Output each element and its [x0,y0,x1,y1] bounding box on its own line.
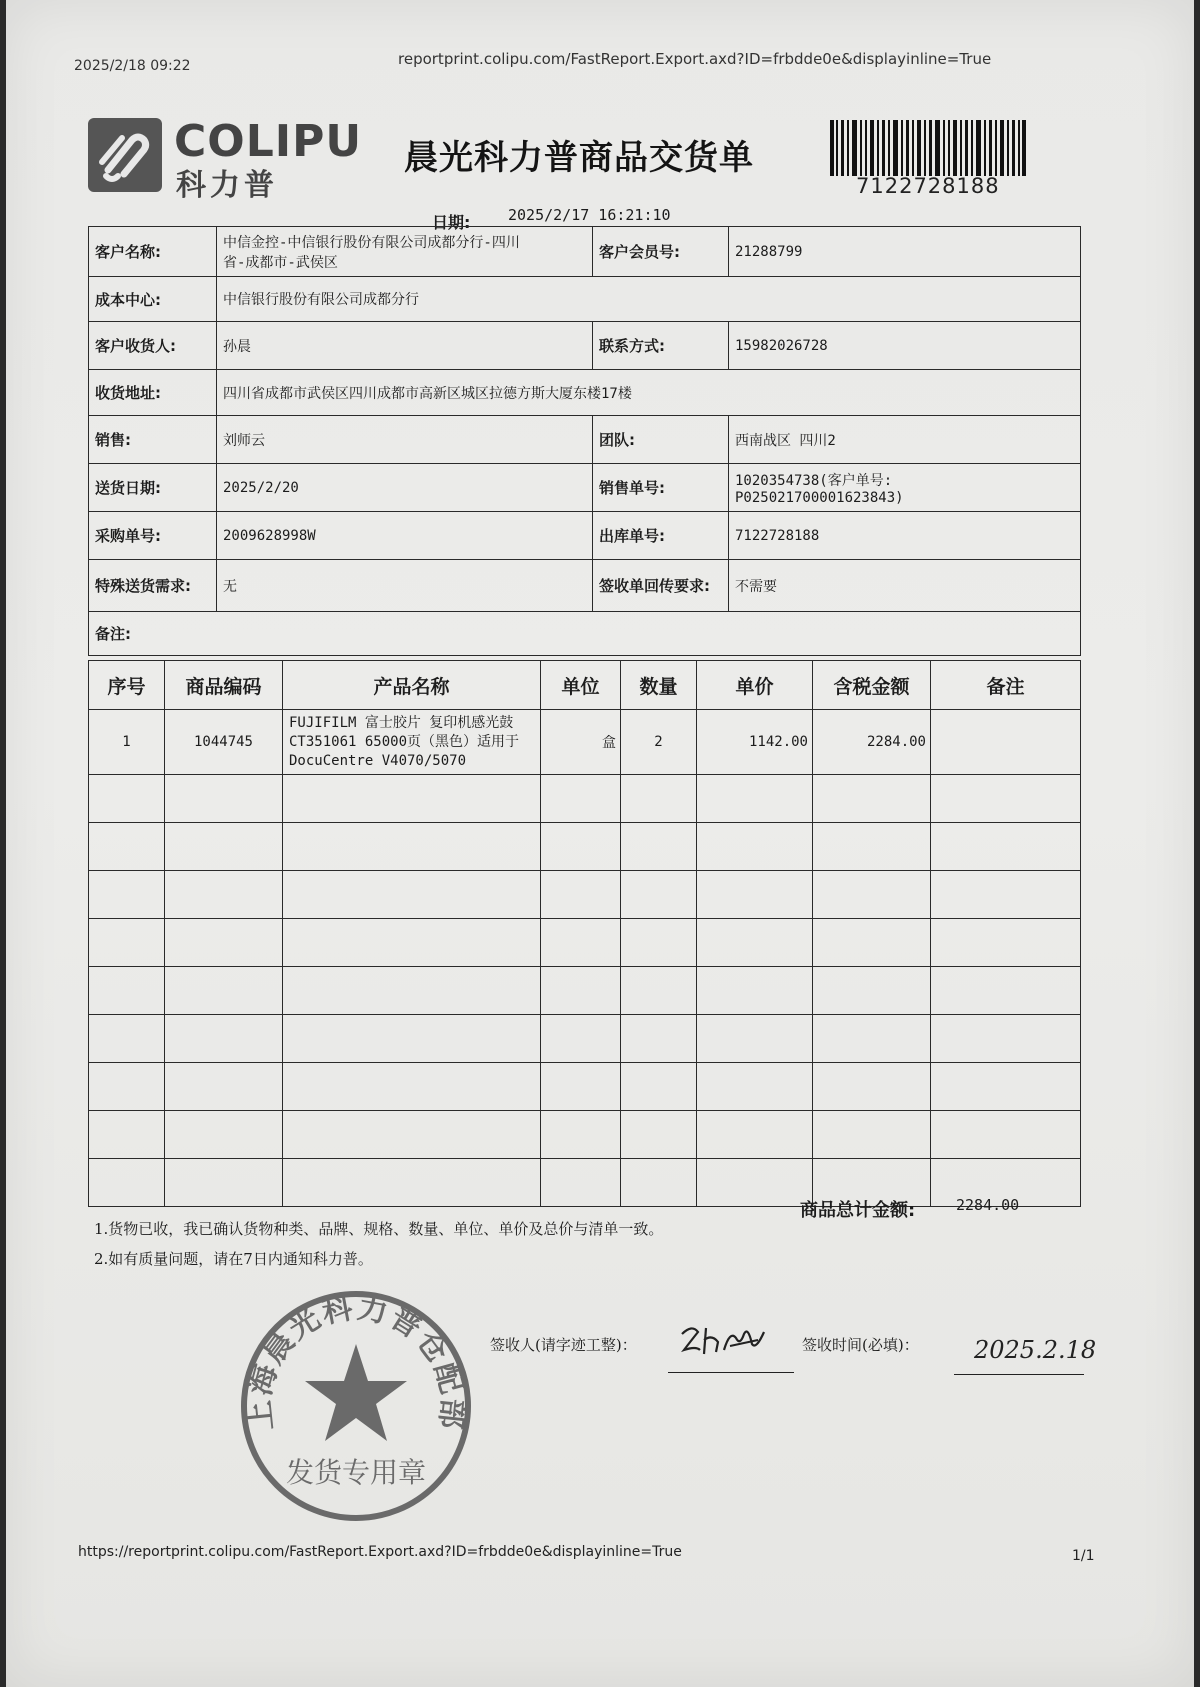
po-label: 采购单号: [89,512,217,560]
receipt-req-value: 不需要 [729,560,1081,612]
col-header-qty: 数量 [621,661,697,710]
item-qty: 2 [621,710,697,775]
table-row [89,710,1081,775]
sign-time-value: 2025.2.18 [974,1336,1097,1364]
member-no-label: 客户会员号: [593,227,729,277]
sales-order-line-1: 1020354738(客户单号: [735,472,893,489]
note-2: 2.如有质量问题，请在7日内通知科力普。 [94,1250,373,1268]
outbound-label: 出库单号: [593,512,729,560]
print-url: reportprint.colipu.com/FastReport.Export.axd?ID=frbdde0e&displayinline=True [398,50,992,68]
contact-label: 联系方式: [593,322,729,370]
signature-image [678,1320,768,1364]
receipt-req-label: 签收单回传要求: [593,560,729,612]
col-header-name: 产品名称 [283,661,541,710]
team-label: 团队: [593,416,729,464]
member-no-value: 21288799 [729,227,1081,277]
note-1: 1.货物已收，我已确认货物种类、品牌、规格、数量、单位、单价及总价与清单一致。 [94,1220,664,1238]
item-amount: 2284.00 [813,710,931,775]
logo-cn-text: 科力普 [176,168,278,203]
item-remark [931,710,1081,775]
empty-row [89,1111,1081,1159]
cost-center-label: 成本中心: [89,277,217,322]
address-value: 四川省成都市武侯区四川成都市高新区城区拉德方斯大厦东楼17楼 [217,370,1081,416]
print-timestamp: 2025/2/18 09:22 [74,58,191,74]
logo-mark-icon [88,118,162,192]
delivery-date-value: 2025/2/20 [217,464,593,512]
delivery-date-label: 送货日期: [89,464,217,512]
outbound-value: 7122728188 [729,512,1081,560]
item-name-line-3: DocuCentre V4070/5070 [289,752,467,769]
item-price: 1142.00 [697,710,813,775]
po-value: 2009628998W [217,512,593,560]
empty-row [89,1063,1081,1111]
item-name-line-1: FUJIFILM 富士胶片 复印机感光鼓 [289,714,514,731]
item-seq: 1 [89,710,165,775]
sales-label: 销售: [89,416,217,464]
item-name [283,710,541,775]
sign-time-label: 签收时间(必填)： [802,1336,919,1354]
date-label: 日期: [432,213,471,232]
barcode-icon [830,120,1026,176]
items-table [88,660,1081,1207]
order-info-table [88,226,1081,656]
seal-text-bottom: 发货专用章 [285,1456,427,1489]
cost-center-value: 中信银行股份有限公司成都分行 [217,277,1081,322]
colipu-logo [88,116,363,203]
col-header-seq: 序号 [89,661,165,710]
special-req-value: 无 [217,560,593,612]
star-icon [305,1344,407,1441]
empty-row [89,775,1081,823]
address-label: 收货地址: [89,370,217,416]
date-value: 2025/2/17 16:21:10 [508,206,671,224]
team-value: 西南战区 四川2 [729,416,1081,464]
footer-url: https://reportprint.colipu.com/FastReport.Export.axd?ID=frbdde0e&displayinline=True [78,1544,682,1560]
customer-name-line-1: 中信金控-中信银行股份有限公司成都分行-四川 [223,234,520,251]
signer-label: 签收人(请字迹工整)： [490,1336,637,1354]
empty-row [89,1015,1081,1063]
col-header-remark: 备注 [931,661,1081,710]
sales-order-line-2: P025021700001623843) [735,489,904,506]
col-header-price: 单价 [697,661,813,710]
receiver-label: 客户收货人: [89,322,217,370]
document-title: 晨光科力普商品交货单 [404,138,754,178]
logo-text: COLIPU [174,116,363,167]
page-number: 1/1 [1072,1548,1095,1564]
customer-name-value [217,227,593,277]
item-code: 1044745 [165,710,283,775]
sign-time-line [954,1374,1084,1375]
empty-row [89,967,1081,1015]
sales-order-label: 销售单号: [593,464,729,512]
empty-row [89,871,1081,919]
receiver-value: 孙晨 [217,322,593,370]
contact-value: 15982026728 [729,322,1081,370]
col-header-amount: 含税金额 [813,661,931,710]
total-label: 商品总计金额: [800,1200,916,1221]
col-header-unit: 单位 [541,661,621,710]
sales-order-value [729,464,1081,512]
items-header-row [89,661,1081,710]
special-req-label: 特殊送货需求: [89,560,217,612]
customer-name-label: 客户名称: [89,227,217,277]
barcode-number: 7122728188 [856,174,1000,198]
item-unit: 盒 [541,710,621,775]
remark-label: 备注: [89,612,1081,656]
empty-row [89,1159,1081,1207]
empty-row [89,919,1081,967]
signer-line [668,1372,794,1373]
company-seal [236,1286,476,1526]
sales-value: 刘师云 [217,416,593,464]
total-value: 2284.00 [956,1196,1020,1214]
empty-row [89,823,1081,871]
item-name-line-2: CT351061 65000页（黑色）适用于 [289,733,520,750]
document-page [6,0,1194,1687]
customer-name-line-2: 省-成都市-武侯区 [223,254,338,271]
col-header-code: 商品编码 [165,661,283,710]
seal-text-top: 上海晨光科力普仓配部 [241,1290,471,1433]
